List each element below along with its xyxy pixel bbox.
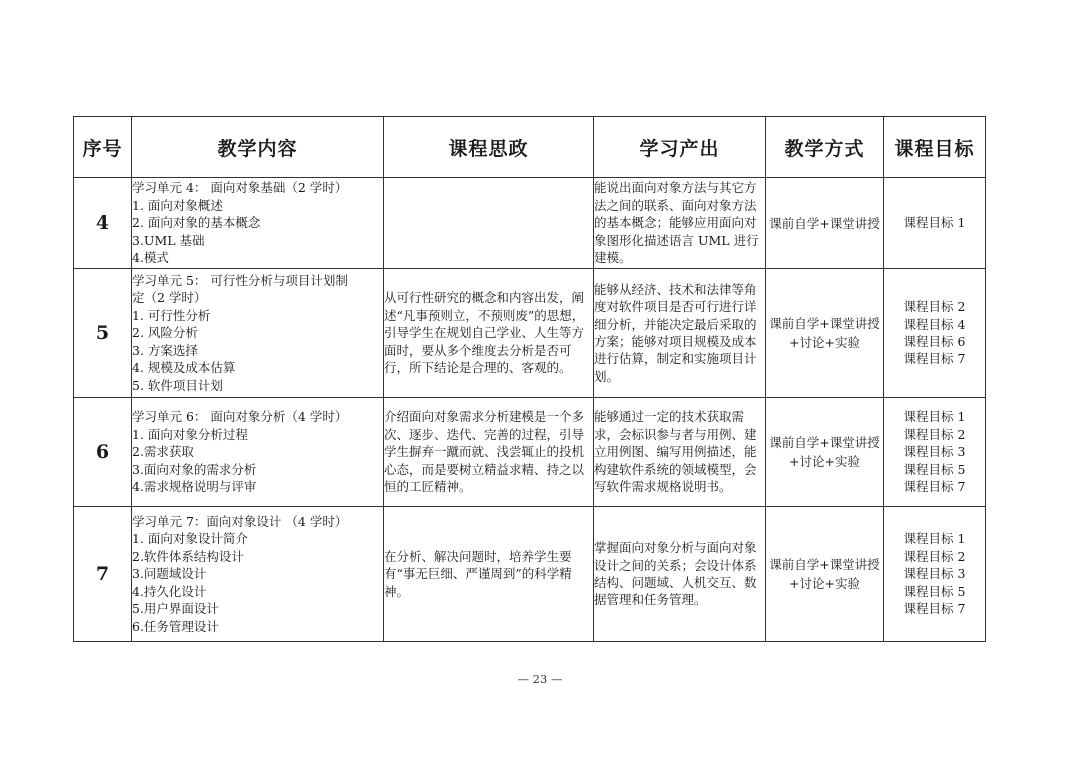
- content-line: 3.UML 基础: [132, 232, 205, 248]
- goal-item: 课程目标 2: [903, 426, 966, 442]
- content-line: 2. 风险分析: [132, 325, 198, 341]
- teaching-content-cell: [132, 269, 384, 398]
- content-line: 1. 面向对象分析过程: [132, 426, 248, 442]
- goal-item: 课程目标 4: [903, 316, 966, 332]
- goal-cell: [884, 507, 986, 642]
- goal-item: 课程目标 2: [903, 548, 966, 564]
- row-number: 5: [74, 269, 132, 398]
- content-line: 定（2 学时）: [132, 290, 207, 306]
- content-line: 4. 规模及成本估算: [132, 360, 236, 376]
- goal-item: 课程目标 3: [903, 444, 966, 460]
- content-line: 学习单元 6： 面向对象分析（4 学时）: [132, 409, 348, 425]
- goal-cell: [884, 398, 986, 507]
- output-cell: 掌握面向对象分析与面向对象设计之间的关系；会设计体系结构、问题域、人机交互、数据管理和任务管理。: [594, 507, 766, 642]
- content-line: 学习单元 5： 可行性分析与项目计划制: [132, 273, 348, 289]
- goal-item: 课程目标 7: [903, 601, 966, 617]
- goal-item: 课程目标 5: [903, 583, 966, 599]
- ideology-cell: [384, 178, 594, 269]
- row-number: 6: [74, 398, 132, 507]
- content-line: 2. 面向对象的基本概念: [132, 215, 261, 231]
- content-line: 学习单元 7：面向对象设计 （4 学时）: [132, 514, 348, 530]
- page-number: — 23 —: [517, 672, 563, 686]
- ideology-cell: 介绍面向对象需求分析建模是一个多次、逐步、迭代、完善的过程，引导学生摒弃一蹴而就、浅尝辄止的投机心态，而是要树立精益求精、持之以恒的工匠精神。: [384, 398, 594, 507]
- output-cell: 能够通过一定的技术获取需求，会标识参与者与用例、建立用例图、编写用例描述，能构建软件系统的领域模型，会写软件需求规格说明书。: [594, 398, 766, 507]
- content-line: 学习单元 4： 面向对象基础（2 学时）: [132, 180, 348, 196]
- goal-item: 课程目标 7: [903, 351, 966, 367]
- content-line: 4.模式: [132, 250, 169, 266]
- header-ideology: 课程思政: [384, 117, 594, 178]
- teaching-content-cell: [132, 398, 384, 507]
- header-output: 学习产出: [594, 117, 766, 178]
- content-line: 1. 可行性分析: [132, 307, 211, 323]
- table-header-row: [74, 117, 986, 178]
- content-line: 1. 面向对象设计简介: [132, 531, 248, 547]
- header-content: 教学内容: [132, 117, 384, 178]
- content-line: 3. 方案选择: [132, 342, 198, 358]
- table-row: [74, 398, 986, 507]
- content-line: 4.需求规格说明与评审: [132, 479, 257, 495]
- table-row: [74, 269, 986, 398]
- row-number: 4: [74, 178, 132, 269]
- table-row: [74, 507, 986, 642]
- goal-cell: [884, 178, 986, 269]
- method-cell: 课前自学+课堂讲授+讨论+实验: [766, 398, 884, 507]
- teaching-content-cell: [132, 178, 384, 269]
- header-serial: 序号: [74, 117, 132, 178]
- goal-item: 课程目标 5: [903, 461, 966, 477]
- goal-item: 课程目标 1: [903, 409, 966, 425]
- header-goal: 课程目标: [884, 117, 986, 178]
- ideology-cell: 在分析、解决问题时，培养学生要有“事无巨细、严谨周到”的科学精神。: [384, 507, 594, 642]
- method-cell: 课前自学+课堂讲授: [766, 178, 884, 269]
- goal-item: 课程目标 6: [903, 334, 966, 349]
- method-cell: 课前自学+课堂讲授+讨论+实验: [766, 507, 884, 642]
- content-line: 3.面向对象的需求分析: [132, 461, 257, 477]
- goal-item: 课程目标 7: [903, 479, 966, 495]
- header-method: 教学方式: [766, 117, 884, 178]
- goal-item: 课程目标 2: [903, 299, 966, 315]
- content-line: 6.任务管理设计: [132, 618, 219, 634]
- goal-item: 课程目标 1: [903, 215, 966, 231]
- output-cell: 能说出面向对象方法与其它方法之间的联系、面向对象方法的基本概念；能够应用面向对象图形化描述语言 UML 进行建模。: [594, 178, 766, 269]
- goal-item: 课程目标 3: [903, 566, 966, 582]
- goal-item: 课程目标 1: [903, 531, 966, 547]
- goal-cell: [884, 269, 986, 398]
- row-number: 7: [74, 507, 132, 642]
- method-cell: 课前自学+课堂讲授+讨论+实验: [766, 269, 884, 398]
- ideology-cell: 从可行性研究的概念和内容出发，阐述“凡事预则立，不预则废”的思想，引导学生在规划自己学业、人生等方面时，要从多个维度去分析是否可行，所下结论是合理的、客观的。: [384, 269, 594, 398]
- content-line: 5. 软件项目计划: [132, 377, 223, 393]
- content-line: 5.用户界面设计: [132, 601, 219, 617]
- content-line: 2.需求获取: [132, 444, 194, 460]
- course-table: [73, 116, 986, 642]
- teaching-content-cell: [132, 507, 384, 642]
- content-line: 4.持久化设计: [132, 583, 207, 599]
- content-line: 2.软件体系结构设计: [132, 548, 244, 564]
- content-line: 1. 面向对象概述: [132, 197, 223, 213]
- table-row: [74, 178, 986, 269]
- output-cell: 能够从经济、技术和法律等角度对软件项目是否可行进行详细分析，并能决定最后采取的方案；能够对项目规模及成本进行估算，制定和实施项目计划。: [594, 269, 766, 398]
- content-line: 3.问题域设计: [132, 566, 207, 582]
